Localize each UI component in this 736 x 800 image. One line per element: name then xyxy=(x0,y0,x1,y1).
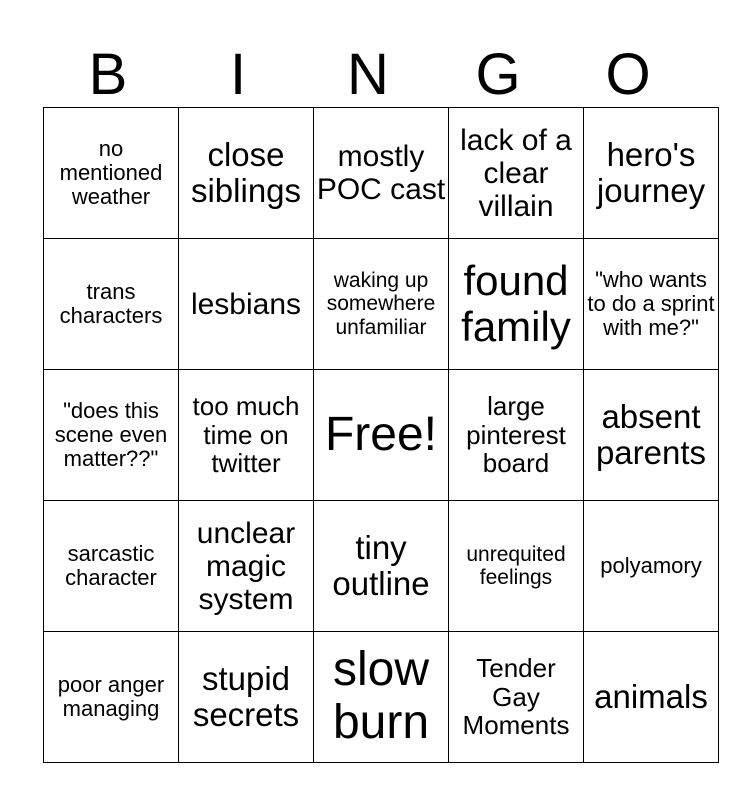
bingo-cell[interactable]: lack of a clear villain xyxy=(449,108,584,239)
header-letter-b: B xyxy=(88,42,128,107)
bingo-cell[interactable]: unrequited feelings xyxy=(449,501,584,632)
bingo-cell[interactable]: close siblings xyxy=(179,108,314,239)
bingo-cell[interactable]: no mentioned weather xyxy=(44,108,179,239)
bingo-cell[interactable]: stupid secrets xyxy=(179,632,314,763)
bingo-cell[interactable]: hero's journey xyxy=(584,108,719,239)
bingo-cell[interactable]: lesbians xyxy=(179,239,314,370)
bingo-cell[interactable]: waking up somewhere unfamiliar xyxy=(314,239,449,370)
header-letter-n: N xyxy=(347,42,389,107)
bingo-cell[interactable]: slow burn xyxy=(314,632,449,763)
bingo-cell[interactable]: polyamory xyxy=(584,501,719,632)
board-row xyxy=(44,370,719,501)
bingo-cell[interactable]: "who wants to do a sprint with me?" xyxy=(584,239,719,370)
bingo-cell[interactable]: sarcastic character xyxy=(44,501,179,632)
bingo-cell[interactable]: mostly POC cast xyxy=(314,108,449,239)
bingo-cell[interactable]: poor anger managing xyxy=(44,632,179,763)
bingo-cell[interactable]: absent parents xyxy=(584,370,719,501)
bingo-header xyxy=(43,44,693,106)
bingo-cell[interactable]: "does this scene even matter??" xyxy=(44,370,179,501)
free-space-cell[interactable]: Free! xyxy=(314,370,449,501)
header-letter-o: O xyxy=(605,42,651,107)
bingo-cell[interactable]: trans characters xyxy=(44,239,179,370)
board-row xyxy=(44,108,719,239)
bingo-cell[interactable]: tiny outline xyxy=(314,501,449,632)
bingo-cell[interactable]: Tender Gay Moments xyxy=(449,632,584,763)
bingo-board xyxy=(43,107,719,763)
bingo-cell[interactable]: too much time on twitter xyxy=(179,370,314,501)
bingo-cell[interactable]: found family xyxy=(449,239,584,370)
board-row xyxy=(44,239,719,370)
header-letter-g: G xyxy=(475,42,521,107)
bingo-cell[interactable]: large pinterest board xyxy=(449,370,584,501)
bingo-cell[interactable]: animals xyxy=(584,632,719,763)
board-row xyxy=(44,632,719,763)
board-row xyxy=(44,501,719,632)
bingo-cell[interactable]: unclear magic system xyxy=(179,501,314,632)
header-letter-i: I xyxy=(229,42,247,107)
